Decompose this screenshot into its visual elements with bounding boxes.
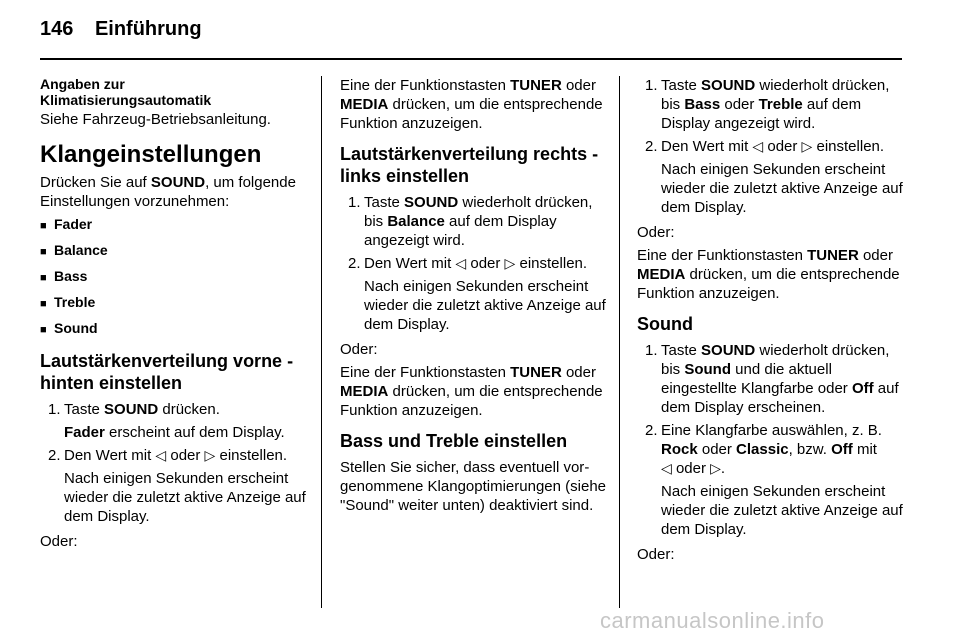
- step-item: 2. Den Wert mit ◁ oder ▷ einstellen. Nach einigen Sekunden erscheint wieder die zuletzt aktive Anzeige auf dem Display.: [348, 255, 606, 333]
- front-rear-heading: Lautstärkenverteilung vorne - hinten einstellen: [40, 351, 294, 393]
- step-item: 2. Den Wert mit ◁ oder ▷ einstellen. Nach einigen Sekunden erscheint wieder die zuletzt aktive Anzeige auf dem Display.: [645, 138, 903, 216]
- list-item: ■ Sound: [40, 319, 308, 340]
- left-triangle-arrow-icon: ◁: [155, 447, 167, 463]
- left-triangle-arrow-icon: ◁: [661, 460, 672, 476]
- function-keys-text: Eine der Funktionstasten TUNER oder MEDIA drücken, um die entsprechende Funktion anzuzeigen.: [340, 77, 603, 132]
- bullet-icon: ■: [40, 298, 47, 310]
- oder-text: Oder:: [40, 533, 78, 550]
- header-rule: [40, 58, 902, 60]
- column-3: [637, 76, 905, 568]
- page-header: [40, 18, 202, 41]
- list-item: ■ Bass: [40, 267, 308, 288]
- oder-text: Oder:: [637, 224, 675, 241]
- watermark: carmanualsonline.info: [600, 608, 825, 633]
- list-item: ■ Fader: [40, 215, 308, 236]
- column-divider-1: [321, 76, 322, 608]
- function-keys-text: Eine der Funktionstasten TUNER oder MEDIA drücken, um die entsprechende Funktion anzuzeigen.: [340, 364, 603, 419]
- settings-list: [40, 215, 308, 340]
- left-triangle-arrow-icon: ◁: [455, 255, 467, 271]
- klang-heading: Klangeinstellungen: [40, 141, 262, 168]
- step-item: 1. Taste SOUND wiederholt drücken, bis Sound und die aktuell eingestellte Klangfarbe oder Off auf dem Display erscheinen.: [645, 342, 899, 416]
- page-title: Einführung: [94, 18, 202, 40]
- sound-steps: [637, 341, 905, 539]
- right-triangle-arrow-icon: ▷: [204, 447, 216, 463]
- bullet-icon: ■: [40, 220, 47, 232]
- step-item: 2. Den Wert mit ◁ oder ▷ einstellen. Nach einigen Sekunden erscheint wieder die zuletzt aktive Anzeige auf dem Display.: [48, 447, 306, 525]
- column-divider-2: [619, 76, 620, 608]
- step-item: 1. Taste SOUND wiederholt drücken, bis Balance auf dem Display angezeigt wird.: [348, 194, 593, 249]
- front-rear-steps: [40, 400, 308, 526]
- bullet-icon: ■: [40, 272, 47, 284]
- step-item: 1. Taste SOUND wiederholt drücken, bis Bass oder Treble auf dem Display angezeigt wird.: [645, 77, 890, 132]
- climate-text: Siehe Fahrzeug-Betriebsanleitung.: [40, 111, 271, 128]
- column-1: [40, 76, 308, 555]
- list-item: ■ Treble: [40, 293, 308, 314]
- step-item: 1. Taste SOUND drücken. Fader erscheint auf dem Display.: [48, 401, 285, 441]
- right-left-steps: [340, 193, 606, 334]
- step-item: 2. Eine Klangfarbe auswählen, z. B. Rock oder Classic, bzw. Off mit ◁ oder ▷. Nach einigen Sekunden erscheint wieder die zuletzt aktive Anzeige auf dem Display.: [645, 422, 903, 538]
- bullet-icon: ■: [40, 324, 47, 336]
- bass-treble-text: Stellen Sie sicher, dass eventuell vorgenommene Klangoptimierungen (siehe "Sound" weiter unten) deaktiviert sind.: [340, 459, 607, 514]
- klang-intro: Drücken Sie auf SOUND, um folgende Einstellungen vorzunehmen:: [40, 174, 296, 210]
- function-keys-text: Eine der Funktionstasten TUNER oder MEDIA drücken, um die entsprechende Funktion anzuzeigen.: [637, 247, 900, 302]
- oder-text: Oder:: [340, 341, 378, 358]
- page-number: 146: [40, 18, 74, 40]
- bass-treble-heading: Bass und Treble einstellen: [340, 431, 568, 451]
- sound-heading: Sound: [637, 314, 693, 334]
- list-item: ■ Balance: [40, 241, 308, 262]
- right-triangle-arrow-icon: ▷: [710, 460, 721, 476]
- right-triangle-arrow-icon: ▷: [801, 138, 813, 154]
- right-left-heading: Lautstärkenverteilung rechts - links einstellen: [340, 144, 599, 186]
- climate-heading: Angaben zur Klimatisierungsautomatik: [40, 76, 212, 108]
- oder-text: Oder:: [637, 546, 675, 563]
- column-2: [340, 76, 606, 519]
- bass-treble-steps: [637, 76, 905, 217]
- bullet-icon: ■: [40, 246, 47, 258]
- right-triangle-arrow-icon: ▷: [504, 255, 516, 271]
- left-triangle-arrow-icon: ◁: [752, 138, 764, 154]
